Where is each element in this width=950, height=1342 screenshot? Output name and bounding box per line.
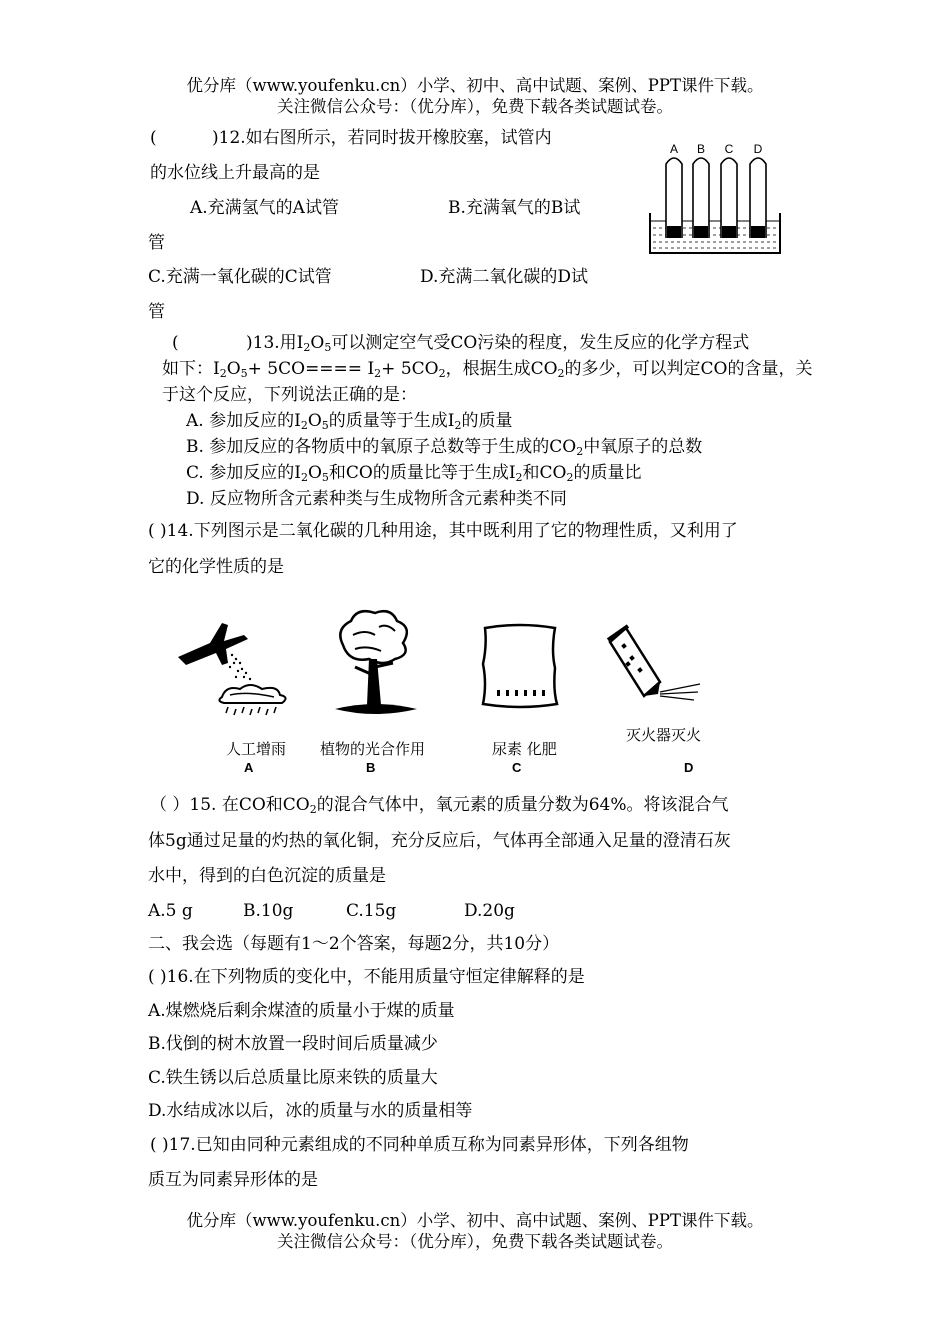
- q15-stem-line2: 体5g通过足量的灼热的氧化铜，充分反应后，气体再全部通入足量的澄清石灰: [148, 831, 731, 851]
- figure-c-letter: C: [512, 760, 522, 775]
- q16-option-a: A.煤燃烧后剩余煤渣的质量小于煤的质量: [148, 1001, 455, 1021]
- test-tube-figure: [645, 138, 785, 258]
- figure-a-label: 人工增雨: [226, 740, 287, 758]
- header-line-2: 关注微信公众号：（优分库），免费下载各类试题试卷。: [277, 97, 673, 116]
- q12-option-c: C.充满一氧化碳的C试管: [148, 267, 332, 287]
- q17-stem-line2: 质互为同素异形体的是: [148, 1170, 318, 1190]
- q13-option-d: D. 反应物所含元素种类与生成物所含元素种类不同: [186, 489, 567, 509]
- tube-label-a: A: [669, 142, 679, 156]
- q13-stem-line1: )13.用$I_2O_5$可以测定空气受CO污染的程度，发生反应的化学方程式: [246, 333, 750, 354]
- figure-a-letter: A: [244, 760, 254, 775]
- q15-option-d: D.20g: [464, 901, 515, 921]
- q13-stem-line2: 如下：$I_2O_5+ 5CO==== I_2+ 5CO_2$，根据生成$CO_2$的多少，可以判定CO的含量，关: [162, 359, 813, 380]
- q16-option-b: B.伐倒的树木放置一段时间后质量减少: [148, 1034, 438, 1054]
- q15-option-c: C.15g: [346, 901, 397, 921]
- figure-d-label: 灭火器灭火: [626, 726, 702, 744]
- q16-option-d: D.水结成冰以后，冰的质量与水的质量相等: [148, 1101, 473, 1121]
- figure-d-fire-extinguisher-icon: [600, 620, 710, 710]
- q14-stem-line1: ( )14.下列图示是二氧化碳的几种用途，其中既利用了它的物理性质，又利用了: [148, 521, 738, 541]
- section-2-title: 二、我会选（每题有1～2个答案，每题2分，共10分）: [148, 934, 560, 954]
- q17-stem-line1: ( )17.已知由同种元素组成的不同种单质互称为同素异形体，下列各组物: [150, 1135, 689, 1155]
- q12-stem-line1: )12.如右图所示，若同时拔开橡胶塞，试管内: [212, 128, 552, 148]
- q15-option-a: A.5 g: [148, 901, 193, 921]
- figure-b-label: 植物的光合作用: [320, 740, 426, 758]
- q12-option-a: A.充满氢气的A试管: [190, 198, 339, 218]
- q12-option-b: B.充满氧气的B试: [448, 198, 581, 218]
- q14-stem-line2: 它的化学性质的是: [148, 557, 284, 577]
- q15-stem-line3: 水中，得到的白色沉淀的质量是: [148, 866, 386, 886]
- q13-option-c: C. 参加反应的$I_2O_5$和CO的质量比等于生成$I_2$和$CO_2$的质量比: [186, 463, 642, 484]
- tube-label-b: B: [696, 142, 706, 156]
- tube-label-c: C: [724, 142, 734, 156]
- footer-line-2: 关注微信公众号：（优分库），免费下载各类试题试卷。: [277, 1232, 673, 1251]
- q15-stem-line1: （ ）15. 在CO和$CO_2$的混合气体中，氧元素的质量分数为64%。将该混合气: [150, 795, 729, 816]
- figure-d-letter: D: [684, 760, 694, 775]
- q13-stem-line3: 于这个反应，下列说法正确的是：: [162, 385, 417, 405]
- footer-line-1: 优分库（www.youfenku.cn）小学、初中、高中试题、案例、PPT课件下载。: [186, 1211, 764, 1230]
- figure-c-fertilizer-bag-icon: [475, 620, 565, 710]
- figure-a-artificial-rain-icon: [170, 615, 320, 725]
- q12-option-d: D.充满二氧化碳的D试: [420, 267, 589, 287]
- q15-option-b: B.10g: [243, 901, 294, 921]
- q16-stem: ( )16.在下列物质的变化中，不能用质量守恒定律解释的是: [148, 967, 585, 987]
- q13-paren: (: [172, 333, 179, 353]
- q16-option-c: C.铁生锈以后总质量比原来铁的质量大: [148, 1068, 438, 1088]
- q12-paren: (: [150, 128, 157, 148]
- q12-stem-line2: 的水位线上升最高的是: [150, 163, 320, 183]
- tube-label-d: D: [753, 142, 763, 156]
- q12-option-b-wrap: 管: [148, 233, 165, 253]
- q13-option-a: A. 参加反应的$I_2O_5$的质量等于生成$I_2$的质量: [186, 411, 513, 432]
- figure-c-label: 尿素 化肥: [492, 740, 557, 758]
- header-line-1: 优分库（www.youfenku.cn）小学、初中、高中试题、案例、PPT课件下载。: [186, 76, 764, 95]
- figure-b-tree-icon: [325, 605, 425, 725]
- q12-option-d-wrap: 管: [148, 302, 165, 322]
- q13-option-b: B. 参加反应的各物质中的氧原子总数等于生成的$CO_2$中氧原子的总数: [186, 437, 703, 458]
- figure-b-letter: B: [366, 760, 376, 775]
